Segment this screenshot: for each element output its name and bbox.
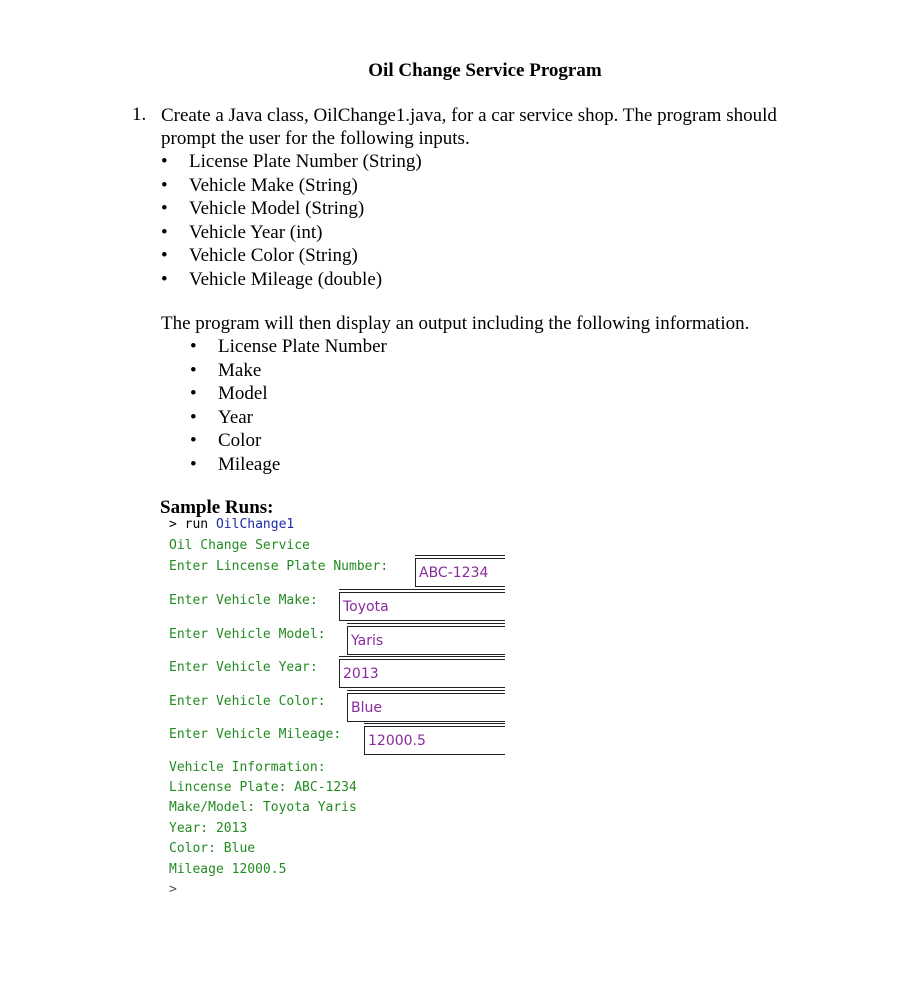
output-intro: The program will then display an output including the following information. xyxy=(161,313,750,334)
bullet-icon: • xyxy=(190,336,197,357)
bullet-icon: • xyxy=(190,359,197,381)
item-number: 1. xyxy=(132,104,147,125)
end-prompt: > xyxy=(169,882,177,897)
intro-line-2: prompt the user for the following inputs. xyxy=(161,128,470,149)
prompt-label-plate: Enter Lincense Plate Number: xyxy=(169,559,389,574)
bullet-icon: • xyxy=(161,245,168,266)
prompt-symbol: > xyxy=(169,517,177,532)
output-line: Lincense Plate: ABC-1234 xyxy=(169,780,357,795)
make-input[interactable]: Toyota xyxy=(339,592,505,621)
console-banner: Oil Change Service xyxy=(169,538,310,553)
prompt-label-color: Enter Vehicle Color: xyxy=(169,694,326,709)
bullet-icon: • xyxy=(190,430,197,451)
sample-runs-heading: Sample Runs: xyxy=(160,497,274,518)
prompt-label-year: Enter Vehicle Year: xyxy=(169,660,318,675)
page-title: Oil Change Service Program xyxy=(368,60,602,81)
color-input[interactable]: Blue xyxy=(347,693,505,722)
output-line: Make/Model: Toyota Yaris xyxy=(169,800,357,815)
bullet-icon: • xyxy=(161,268,168,290)
class-name: OilChange1 xyxy=(215,517,295,532)
output-line: Year: 2013 xyxy=(169,821,248,836)
plate-input[interactable]: ABC-1234 xyxy=(415,558,505,587)
bullet-icon: • xyxy=(190,406,197,428)
intro-line-1: Create a Java class, OilChange1.java, for a car service shop. The program should xyxy=(161,105,777,126)
output-line: Color: Blue xyxy=(169,841,256,856)
bullet-icon: • xyxy=(190,383,197,404)
output-line: Mileage 12000.5 xyxy=(169,862,287,877)
bullet-icon: • xyxy=(161,151,168,172)
run-keyword: run xyxy=(184,517,209,532)
bullet-icon: • xyxy=(161,174,168,196)
year-input[interactable]: 2013 xyxy=(339,659,505,688)
bullet-icon: • xyxy=(161,221,168,243)
bullet-icon: • xyxy=(161,198,168,219)
run-command-line xyxy=(169,517,294,532)
prompt-label-model: Enter Vehicle Model: xyxy=(169,627,326,642)
prompt-label-mileage: Enter Vehicle Mileage: xyxy=(169,727,342,742)
model-input[interactable]: Yaris xyxy=(347,626,505,655)
output-line: Vehicle Information: xyxy=(169,760,326,775)
mileage-input[interactable]: 12000.5 xyxy=(364,726,505,755)
prompt-label-make: Enter Vehicle Make: xyxy=(169,593,318,608)
bullet-icon: • xyxy=(190,453,197,475)
